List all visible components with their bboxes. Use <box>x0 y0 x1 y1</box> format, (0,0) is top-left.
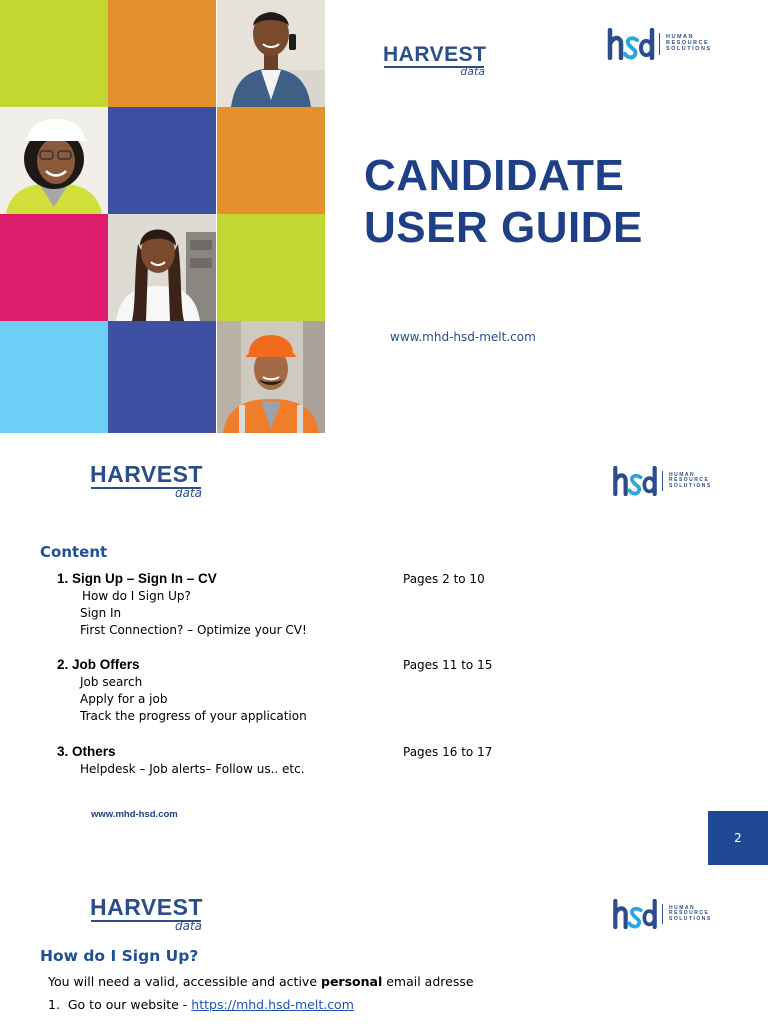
step-1-label: 1. Go to our website - <box>48 997 192 1012</box>
hsd-line-2: RESOURCE <box>666 40 710 47</box>
mosaic-tile-lime <box>0 0 108 107</box>
hsd-line-3: SOLUTIONS <box>669 915 712 922</box>
hsd-logo-page3 <box>612 898 712 930</box>
mosaic-tile-lime-2 <box>217 214 325 321</box>
mosaic-tile-orange <box>108 0 216 107</box>
hsd-line-1: HUMAN <box>669 472 696 479</box>
hsd-tagline <box>666 35 712 52</box>
page-number-badge: 2 <box>708 811 768 865</box>
hsd-logo-contents <box>612 465 712 497</box>
photo-man-on-phone <box>217 0 325 107</box>
toc-item[interactable]: Sign In <box>80 606 122 620</box>
hsd-line-2: RESOURCE <box>669 477 710 484</box>
cover-mosaic <box>0 0 325 433</box>
hsd-separator <box>659 33 660 55</box>
toc-section-1-title[interactable]: 1. Sign Up – Sign In – CV <box>57 571 217 586</box>
footer-website-link[interactable]: www.mhd-hsd.com <box>91 809 178 820</box>
harvest-data-logo-contents <box>90 463 202 499</box>
hsd-line-3: SOLUTIONS <box>666 45 712 52</box>
mosaic-tile-magenta <box>0 214 108 321</box>
hsd-logo-cover <box>607 27 712 61</box>
mosaic-tile-blue <box>108 107 216 214</box>
harvest-sub: data <box>174 918 202 933</box>
hsd-mark-icon <box>612 466 658 496</box>
hsd-tagline <box>669 473 712 489</box>
intro-emphasis: personal <box>321 974 383 989</box>
harvest-sub: data <box>174 485 202 500</box>
intro-text-end: email adresse <box>382 974 474 989</box>
harvest-data-logo-page3 <box>90 896 202 932</box>
hsd-line-1: HUMAN <box>666 34 694 41</box>
intro-text: You will need a valid, accessible and active <box>48 974 321 989</box>
hsd-separator <box>662 471 663 491</box>
page3-intro <box>48 974 474 989</box>
cover-title-line-1: CANDIDATE <box>364 151 625 200</box>
toc-item[interactable]: First Connection? – Optimize your CV! <box>80 623 307 637</box>
hsd-separator <box>662 904 663 924</box>
hsd-mark-icon <box>612 899 658 929</box>
photo-worker-orange-helmet <box>217 321 325 433</box>
toc-item[interactable]: Helpdesk – Job alerts– Follow us.. etc. <box>80 762 305 776</box>
toc-section-2-pages: Pages 11 to 15 <box>403 658 493 672</box>
photo-engineer-white-helmet <box>0 107 108 214</box>
toc-section-3-pages: Pages 16 to 17 <box>403 745 493 759</box>
hsd-line-1: HUMAN <box>669 905 696 912</box>
page3-step-1 <box>48 997 354 1012</box>
harvest-wordmark: HARVEST <box>383 43 487 66</box>
cover-title-line-2: USER GUIDE <box>364 203 643 252</box>
harvest-sub: data <box>460 64 485 78</box>
photo-woman-office <box>108 214 216 321</box>
hsd-line-3: SOLUTIONS <box>669 482 712 489</box>
toc-item[interactable]: Apply for a job <box>80 692 168 706</box>
page3-heading: How do I Sign Up? <box>40 947 199 965</box>
toc-item[interactable]: Job search <box>80 675 143 689</box>
mosaic-tile-orange-2 <box>217 107 325 214</box>
hsd-tagline <box>669 906 712 922</box>
harvest-wordmark: HARVEST <box>90 461 203 487</box>
signup-website-link[interactable]: https://mhd.hsd-melt.com <box>191 997 354 1012</box>
toc-section-2-title[interactable]: 2. Job Offers <box>57 657 140 672</box>
mosaic-tile-blue-2 <box>108 321 216 433</box>
harvest-wordmark: HARVEST <box>90 894 203 920</box>
harvest-data-logo-cover <box>383 44 485 77</box>
cover-title <box>364 150 643 254</box>
contents-heading: Content <box>40 543 108 561</box>
hsd-line-2: RESOURCE <box>669 910 710 917</box>
hsd-mark-icon <box>607 28 655 60</box>
cover-website-link[interactable]: www.mhd-hsd-melt.com <box>390 330 536 344</box>
toc-section-3-title[interactable]: 3. Others <box>57 744 116 759</box>
toc-item[interactable]: Track the progress of your application <box>80 709 307 723</box>
toc-item[interactable]: How do I Sign Up? <box>82 589 191 603</box>
mosaic-tile-sky <box>0 321 108 433</box>
toc-section-1-pages: Pages 2 to 10 <box>403 572 485 586</box>
